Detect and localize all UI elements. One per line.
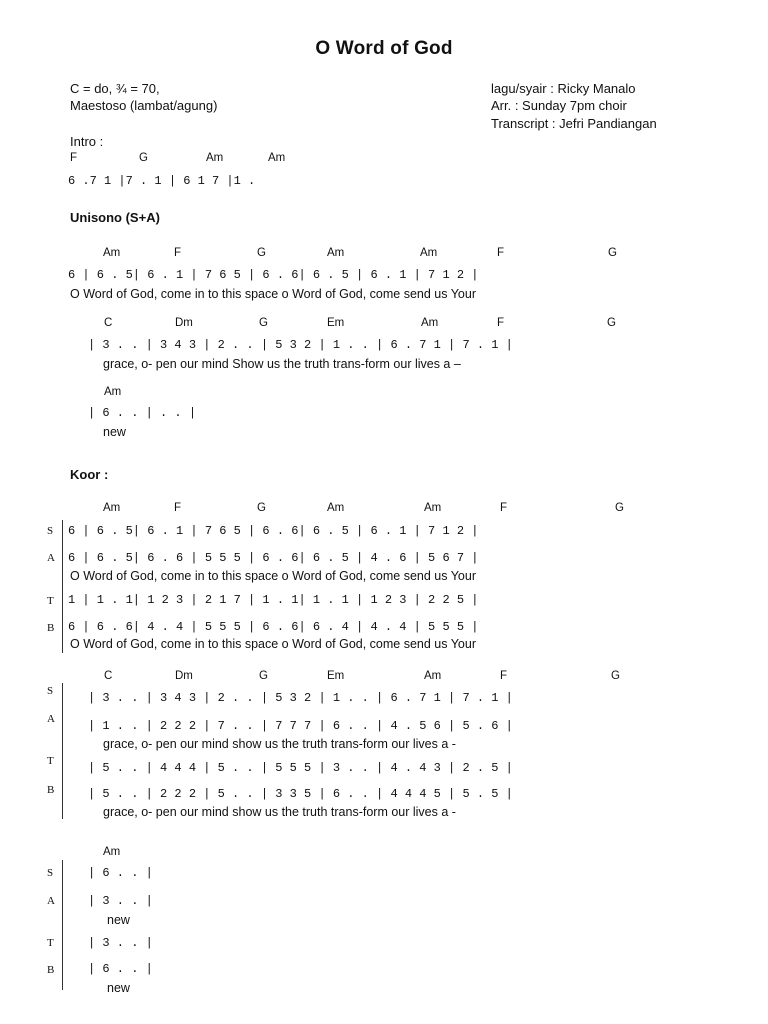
bass-lyrics: O Word of God, come in to this space o Word of God, come send us Your xyxy=(70,637,476,651)
unisono-lyrics: grace, o- pen our mind Show us the truth trans-form our lives a – xyxy=(103,357,461,371)
unisono-chord: Am xyxy=(104,386,122,398)
transcript-credit: Transcript : Jefri Pandiangan xyxy=(491,116,657,131)
intro-heading: Intro : xyxy=(70,134,104,149)
composer-credit: lagu/syair : Ricky Manalo xyxy=(491,81,636,96)
koor-chord: C xyxy=(104,670,113,682)
voice-label-bass: B xyxy=(47,622,55,634)
koor-chord: F xyxy=(174,502,182,514)
arranger-credit: Arr. : Sunday 7pm choir xyxy=(491,98,627,113)
alto-lyrics: new xyxy=(107,913,130,927)
page-title: O Word of God xyxy=(315,38,453,59)
tenor-notes: | 3 . . | xyxy=(88,936,153,950)
unisono-chord: Am xyxy=(420,247,438,259)
system-bracket xyxy=(62,860,63,990)
voice-label-soprano: S xyxy=(47,867,54,879)
alto-notes: 6 | 6 . 5| 6 . 6 | 5 5 5 | 6 . 6| 6 . 5 | 4 . 6 | 5 6 7 | xyxy=(68,551,479,565)
unisono-chord: Am xyxy=(103,247,121,259)
voice-label-alto: A xyxy=(47,713,55,725)
unisono-notes: | 6 . . | . . | xyxy=(88,406,197,420)
koor-chord: G xyxy=(257,502,266,514)
unisono-notes: 6 | 6 . 5| 6 . 1 | 7 6 5 | 6 . 6| 6 . 5 | 6 . 1 | 7 1 2 | xyxy=(68,268,479,282)
koor-chord: G xyxy=(615,502,624,514)
unisono-chord: Em xyxy=(327,317,345,329)
system-bracket xyxy=(62,683,63,819)
intro-notes: 6 .7 1 |7 . 1 | 6 1 7 |1 . xyxy=(68,174,256,188)
unisono-chord: F xyxy=(497,317,505,329)
koor-chord: G xyxy=(611,670,620,682)
koor-chord: F xyxy=(500,502,508,514)
intro-chord: Am xyxy=(206,152,224,164)
koor-chord: Em xyxy=(327,670,345,682)
bass-notes: | 6 . . | xyxy=(88,962,153,976)
koor-chord: G xyxy=(259,670,268,682)
soprano-notes: | 3 . . | 3 4 3 | 2 . . | 5 3 2 | 1 . . | 6 . 7 1 | 7 . 1 | xyxy=(88,691,513,705)
koor-chord: F xyxy=(500,670,508,682)
unisono-lyrics: new xyxy=(103,425,126,439)
bass-notes: 6 | 6 . 6| 4 . 4 | 5 5 5 | 6 . 6| 6 . 4 | 4 . 4 | 5 5 5 | xyxy=(68,620,479,634)
koor-chord: Am xyxy=(424,670,442,682)
alto-notes: | 3 . . | xyxy=(88,894,153,908)
bass-lyrics: grace, o- pen our mind show us the truth trans-form our lives a - xyxy=(103,805,456,819)
unisono-chord: G xyxy=(257,247,266,259)
voice-label-tenor: T xyxy=(47,937,54,949)
voice-label-soprano: S xyxy=(47,525,54,537)
unisono-chord: F xyxy=(174,247,182,259)
soprano-notes: 6 | 6 . 5| 6 . 1 | 7 6 5 | 6 . 6| 6 . 5 | 6 . 1 | 7 1 2 | xyxy=(68,524,479,538)
alto-lyrics: O Word of God, come in to this space o Word of God, come send us Your xyxy=(70,569,476,583)
voice-label-alto: A xyxy=(47,895,55,907)
unisono-chord: G xyxy=(259,317,268,329)
voice-label-bass: B xyxy=(47,784,55,796)
koor-chord: Dm xyxy=(175,670,193,682)
unisono-chord: F xyxy=(497,247,505,259)
unisono-chord: G xyxy=(608,247,617,259)
intro-chord: Am xyxy=(268,152,286,164)
tenor-notes: 1 | 1 . 1| 1 2 3 | 2 1 7 | 1 . 1| 1 . 1 | 1 2 3 | 2 2 5 | xyxy=(68,593,479,607)
intro-chord: F xyxy=(70,152,78,164)
voice-label-tenor: T xyxy=(47,595,54,607)
alto-notes: | 1 . . | 2 2 2 | 7 . . | 7 7 7 | 6 . . | 4 . 5 6 | 5 . 6 | xyxy=(88,719,513,733)
soprano-notes: | 6 . . | xyxy=(88,866,153,880)
unisono-heading: Unisono (S+A) xyxy=(70,210,160,225)
tenor-notes: | 5 . . | 4 4 4 | 5 . . | 5 5 5 | 3 . . | 4 . 4 3 | 2 . 5 | xyxy=(88,761,513,775)
unisono-chord: Dm xyxy=(175,317,193,329)
unisono-notes: | 3 . . | 3 4 3 | 2 . . | 5 3 2 | 1 . . | 6 . 7 1 | 7 . 1 | xyxy=(88,338,513,352)
voice-label-alto: A xyxy=(47,552,55,564)
bass-notes: | 5 . . | 2 2 2 | 5 . . | 3 3 5 | 6 . . | 4 4 4 5 | 5 . 5 | xyxy=(88,787,513,801)
voice-label-bass: B xyxy=(47,964,55,976)
koor-chord: Am xyxy=(424,502,442,514)
intro-chord: G xyxy=(139,152,148,164)
unisono-chord: C xyxy=(104,317,113,329)
system-bracket xyxy=(62,520,63,653)
unisono-chord: Am xyxy=(421,317,439,329)
voice-label-soprano: S xyxy=(47,685,54,697)
style-marking: Maestoso (lambat/agung) xyxy=(70,98,218,113)
key-tempo: C = do, ¾ = 70, xyxy=(70,81,160,96)
unisono-chord: Am xyxy=(327,247,345,259)
koor-chord: Am xyxy=(103,846,121,858)
voice-label-tenor: T xyxy=(47,755,54,767)
koor-heading: Koor : xyxy=(70,467,109,482)
koor-chord: Am xyxy=(327,502,345,514)
alto-lyrics: grace, o- pen our mind show us the truth trans-form our lives a - xyxy=(103,737,456,751)
koor-chord: Am xyxy=(103,502,121,514)
unisono-lyrics: O Word of God, come in to this space o Word of God, come send us Your xyxy=(70,287,476,301)
bass-lyrics: new xyxy=(107,981,130,995)
unisono-chord: G xyxy=(607,317,616,329)
